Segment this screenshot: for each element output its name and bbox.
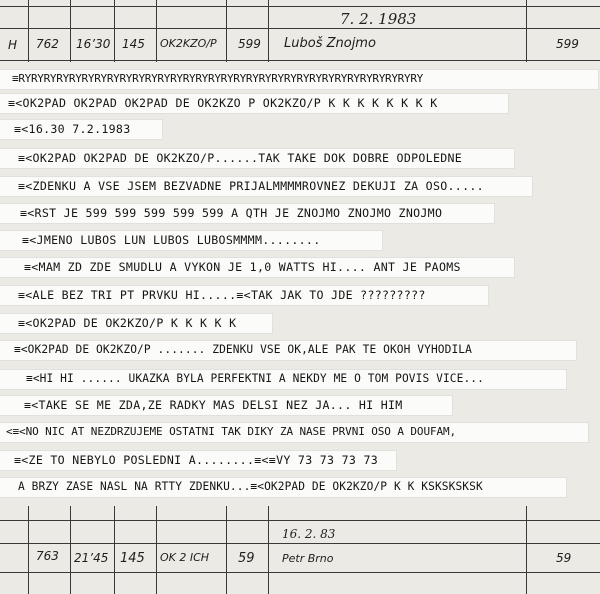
bottom-log-callsign: OK 2 ICH xyxy=(160,551,210,564)
bottom-log-rst-sent: 59 xyxy=(238,551,255,566)
top-log-date: 7. 2. 1983 xyxy=(340,10,417,28)
teletype-line: ≡<16.30 7.2.1983 xyxy=(0,120,162,139)
bottom-log-rst-recv: 59 xyxy=(556,551,572,565)
table-column-rule xyxy=(526,0,527,62)
teletype-line: ≡<TAKE SE ME ZDA,ZE RADKY MAS DELSI NEZ JA... HI HIM xyxy=(0,396,452,415)
teletype-line: ≡<JMENO LUBOS LUN LUBOS LUBOSMMMM........ xyxy=(0,231,382,250)
top-log-marker: H xyxy=(8,38,18,52)
teletype-line: <≡<NO NIC AT NEZDRZUJEME OSTATNI TAK DIKY ZA NASE PRVNI OSO A DOUFAM, xyxy=(0,423,588,442)
teletype-line: ≡RYRYRYRYRYRYRYRYRYRYRYRYRYRYRYRYRYRYRYRYRYRYRYRYRYRYRYRYRYRYRYRY xyxy=(0,70,598,89)
teletype-line: ≡<RST JE 599 599 599 599 599 A QTH JE ZNOJMO ZNOJMO ZNOJMO xyxy=(0,204,494,223)
bottom-log-date: 16. 2. 83 xyxy=(282,527,336,541)
table-rule xyxy=(0,28,600,29)
table-column-rule xyxy=(156,0,157,62)
table-column-rule xyxy=(226,506,227,594)
table-column-rule xyxy=(28,506,29,594)
top-log-name-qth: Luboš Znojmo xyxy=(284,36,376,51)
teletype-line: ≡<HI HI ...... UKAZKA BYLA PERFEKTNI A NEKDY ME O TOM POVIS VICE... xyxy=(0,370,566,389)
table-column-rule xyxy=(70,506,71,594)
top-log-callsign: OK2KZO/P xyxy=(160,37,217,50)
table-column-rule xyxy=(268,506,269,594)
table-rule xyxy=(0,520,600,521)
top-log-time: 16’30 xyxy=(76,37,111,51)
table-rule xyxy=(0,6,600,7)
table-column-rule xyxy=(114,0,115,62)
bottom-log-band: 145 xyxy=(120,551,145,566)
teletype-line: ≡<OK2PAD DE OK2KZO/P ....... ZDENKU VSE OK,ALE PAK TE OKOH VYHODILA xyxy=(0,341,576,360)
table-column-rule xyxy=(226,0,227,62)
table-column-rule xyxy=(526,506,527,594)
table-rule xyxy=(0,60,600,61)
bottom-log-name-qth: Petr Brno xyxy=(282,552,334,565)
table-rule xyxy=(0,543,600,544)
table-rule xyxy=(0,572,600,573)
bottom-log-time: 21’45 xyxy=(74,551,109,565)
top-log-number: 762 xyxy=(36,37,59,51)
teletype-line: ≡<ZDENKU A VSE JSEM BEZVADNE PRIJALMMMMROVNEZ DEKUJI ZA OSO..... xyxy=(0,177,532,196)
top-log-band: 145 xyxy=(122,37,145,51)
teletype-line: ≡<OK2PAD OK2PAD DE OK2KZO/P......TAK TAKE DOK DOBRE ODPOLEDNE xyxy=(0,149,514,168)
bottom-log-number: 763 xyxy=(36,549,59,563)
top-log-rst-sent: 599 xyxy=(238,37,261,51)
teletype-line: A BRZY ZASE NASL NA RTTY ZDENKU...≡<OK2PAD DE OK2KZO/P K K KSKSKSKSK xyxy=(0,478,566,497)
table-column-rule xyxy=(156,506,157,594)
top-log-rst-recv: 599 xyxy=(556,37,579,51)
teletype-line: ≡<ZE TO NEBYLO POSLEDNI A........≡<≡VY 73 73 73 73 xyxy=(0,451,396,470)
table-column-rule xyxy=(114,506,115,594)
teletype-line: ≡<MAM ZD ZDE SMUDLU A VYKON JE 1,0 WATTS HI.... ANT JE PAOMS xyxy=(0,258,514,277)
table-column-rule xyxy=(28,0,29,62)
teletype-line: ≡<ALE BEZ TRI PT PRVKU HI.....≡<TAK JAK TO JDE ????????? xyxy=(0,286,488,305)
teletype-line: ≡<OK2PAD OK2PAD OK2PAD DE OK2KZO P OK2KZO/P K K K K K K K K xyxy=(0,94,508,113)
table-column-rule xyxy=(268,0,269,62)
table-column-rule xyxy=(70,0,71,62)
teletype-line: ≡<OK2PAD DE OK2KZO/P K K K K K xyxy=(0,314,272,333)
